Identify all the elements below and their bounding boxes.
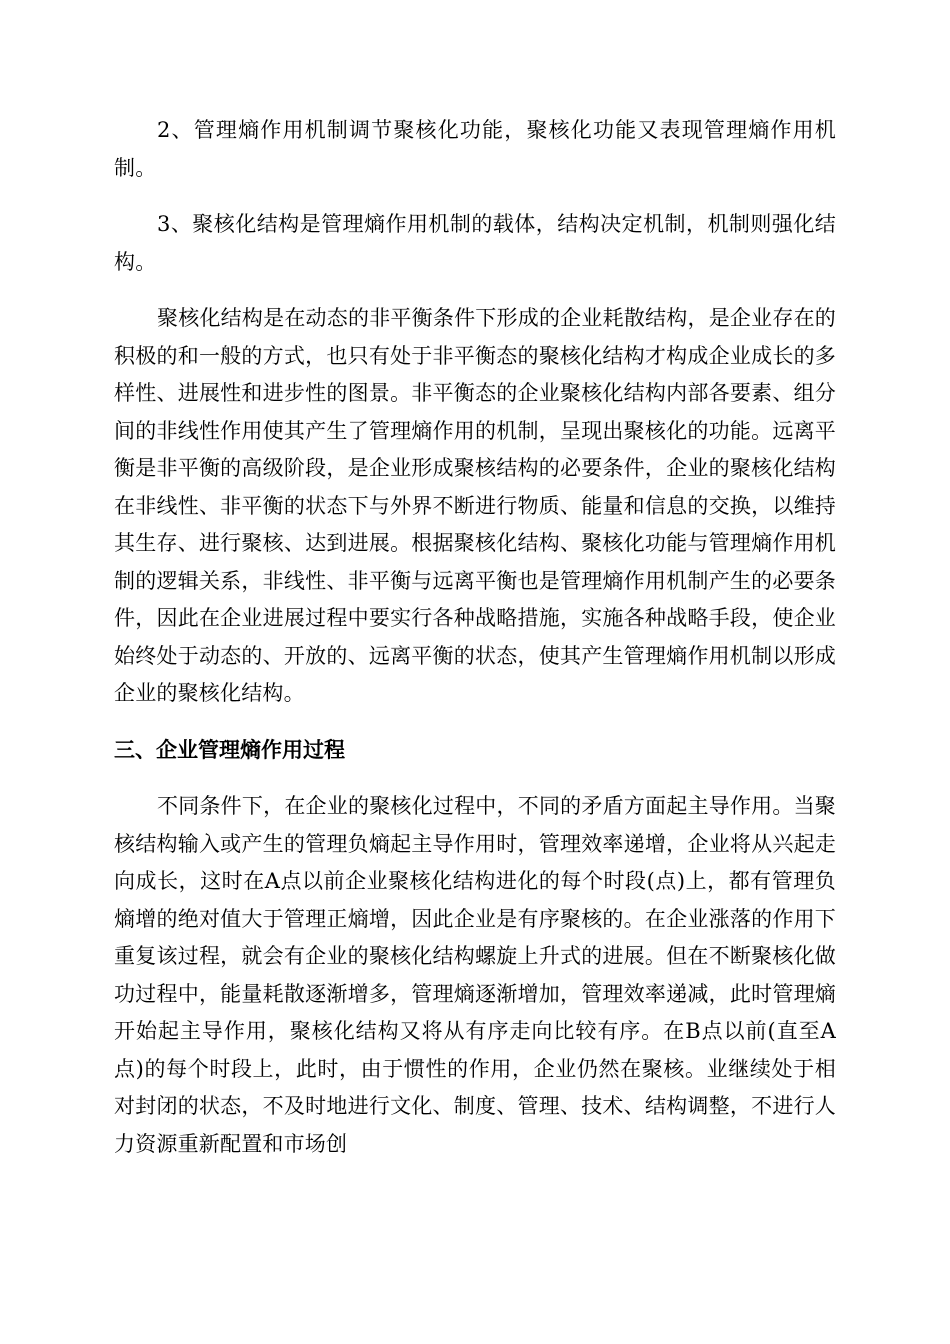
paragraph-process: 不同条件下，在企业的聚核化过程中，不同的矛盾方面起主导作用。当聚核结构输入或产生的管理负熵起主导作用时，管理效率递增，企业将从兴起走向成长，这时在A点以前企业聚核化结构进化的每个时段(点)上，都有管理负熵增的绝对值大于管理正熵增，因此企业是有序聚核的。在企业涨落的作用下重复该过程，就会有企业的聚核化结构螺旋上升式的进展。但在不断聚核化做功过程中，能量耗散逐渐增多，管理熵逐渐增加，管理效率递减，此时管理熵开始起主导作用，聚核化结构又将从有序走向比较有序。在B点以前(直至A点)的每个时段上，此时，由于惯性的作用，企业仍然在聚核。业继续处于相对封闭的状态，不及时地进行文化、制度、管理、技术、结构调整，不进行人力资源重新配置和市场创 — [114, 794, 836, 1156]
document-body — [114, 112, 836, 1182]
paragraph-dissipative-structure: 聚核化结构是在动态的非平衡条件下形成的企业耗散结构，是企业存在的积极的和一般的方式，也只有处于非平衡态的聚核化结构才构成企业成长的多样性、进展性和进步性的图景。非平衡态的企业聚核化结构内部各要素、组分间的非线性作用使其产生了管理熵作用的机制，呈现出聚核化的功能。远离平衡是非平衡的高级阶段，是企业形成聚核结构的必要条件，企业的聚核化结构在非线性、非平衡的状态下与外界不断进行物质、能量和信息的交换，以维持其生存、进行聚核、达到进展。根据聚核化结构、聚核化功能与管理熵作用机制的逻辑关系，非线性、非平衡与远离平衡也是管理熵作用机制产生的必要条件，因此在企业进展过程中要实行各种战略措施，实施各种战略手段，使企业始终处于动态的、开放的、远离平衡的状态，使其产生管理熵作用机制以形成企业的聚核化结构。 — [114, 306, 836, 705]
paragraph-item-2: 2、管理熵作用机制调节聚核化功能，聚核化功能又表现管理熵作用机制。 — [114, 118, 836, 180]
section-heading: 三、企业管理熵作用过程 — [114, 737, 345, 762]
paragraph-item-3: 3、聚核化结构是管理熵作用机制的载体，结构决定机制，机制则强化结构。 — [114, 212, 836, 274]
